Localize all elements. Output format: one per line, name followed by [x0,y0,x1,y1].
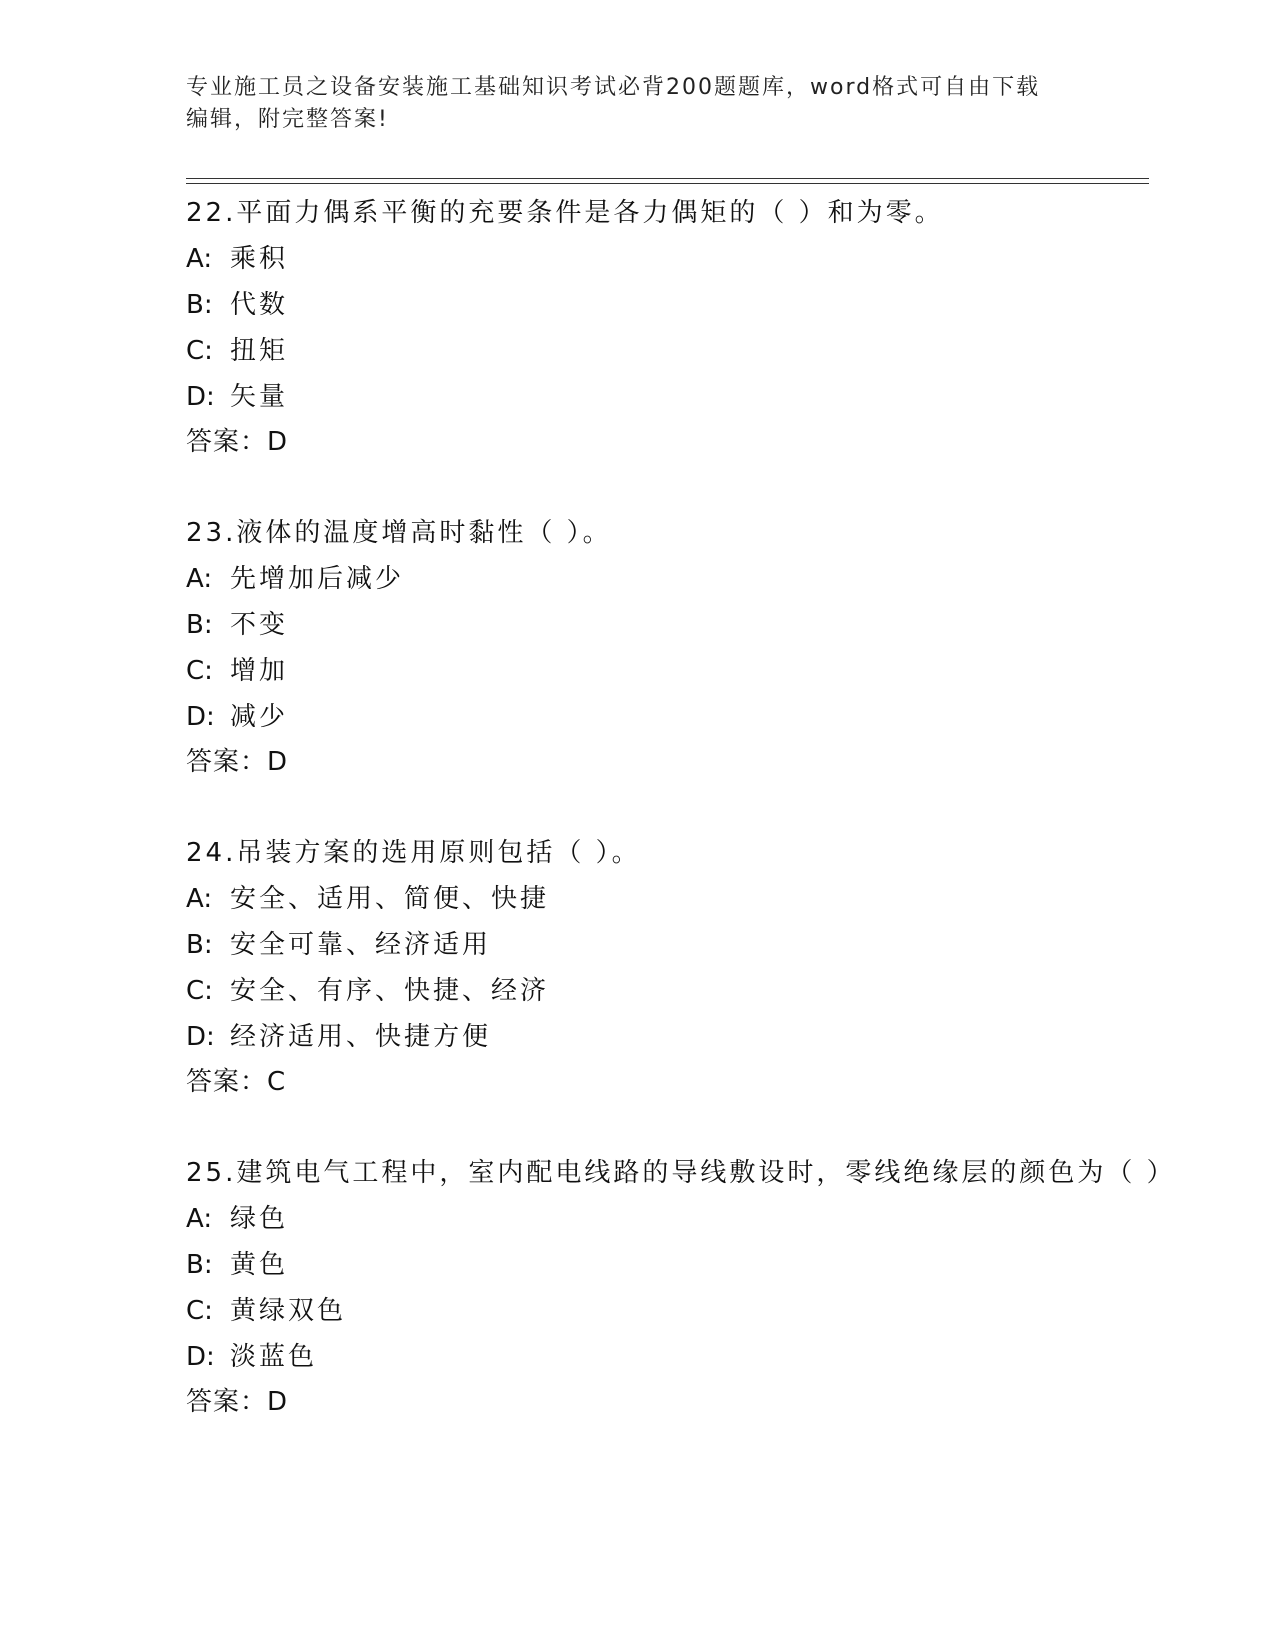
option-b [186,922,1186,968]
option-key: D: [186,1342,215,1372]
option-text: 代数 [230,290,289,320]
option-a [186,876,1186,922]
answer-line [186,740,1186,784]
option-c [186,328,1186,374]
answer-value: D [267,427,288,457]
option-key: C: [186,976,213,1006]
header-divider-top [186,178,1149,179]
question-list [186,188,1186,1468]
option-text: 乘积 [230,244,289,274]
option-d [186,694,1186,740]
option-text: 不变 [230,610,289,640]
answer-value: D [267,747,288,777]
option-text: 先增加后减少 [230,564,405,594]
option-text: 黄色 [230,1250,289,1280]
answer-label: 答案： [186,1067,268,1097]
header-line-2: 编辑，附完整答案! [186,107,389,132]
option-key: C: [186,1296,213,1326]
question-23 [186,508,1186,784]
option-text: 经济适用、快捷方便 [230,1022,492,1052]
answer-value: D [267,1387,288,1417]
question-stem: 22.平面力偶系平衡的充要条件是各力偶矩的（ ）和为零。 [186,198,944,228]
answer-line [186,420,1186,464]
option-key: B: [186,610,213,640]
document-header [186,72,1086,136]
option-key: A: [186,1204,213,1234]
question-24 [186,828,1186,1104]
option-key: B: [186,1250,213,1280]
option-text: 安全可靠、经济适用 [230,930,492,960]
option-text: 增加 [230,656,289,686]
answer-label: 答案： [186,427,268,457]
option-key: A: [186,244,213,274]
option-b [186,602,1186,648]
option-a [186,556,1186,602]
option-b [186,1242,1186,1288]
header-divider-bottom [186,183,1149,184]
option-key: D: [186,382,215,412]
option-key: D: [186,702,215,732]
answer-value: C [267,1067,286,1097]
option-key: C: [186,336,213,366]
option-text: 绿色 [230,1204,289,1234]
option-key: A: [186,564,213,594]
answer-label: 答案： [186,1387,268,1417]
question-stem: 24.吊装方案的选用原则包括（ ）。 [186,838,641,868]
option-text: 黄绿双色 [230,1296,347,1326]
option-text: 扭矩 [230,336,289,366]
option-a [186,1196,1186,1242]
option-d [186,374,1186,420]
question-25 [186,1148,1186,1424]
header-line-1: 专业施工员之设备安装施工基础知识考试必背200题题库，word格式可自由下载 [186,75,1041,100]
option-c [186,968,1186,1014]
answer-line [186,1380,1186,1424]
option-c [186,648,1186,694]
option-key: B: [186,290,213,320]
option-d [186,1334,1186,1380]
option-c [186,1288,1186,1334]
question-stem: 25.建筑电气工程中，室内配电线路的导线敷设时，零线绝缘层的颜色为（ ） [186,1158,1176,1188]
option-key: C: [186,656,213,686]
option-key: B: [186,930,213,960]
option-d [186,1014,1186,1060]
option-text: 安全、适用、简便、快捷 [230,884,550,914]
answer-line [186,1060,1186,1104]
option-text: 安全、有序、快捷、经济 [230,976,550,1006]
option-key: A: [186,884,213,914]
question-22 [186,188,1186,464]
option-key: D: [186,1022,215,1052]
option-text: 矢量 [230,382,289,412]
question-stem: 23.液体的温度增高时黏性（ ）。 [186,518,612,548]
option-text: 减少 [230,702,289,732]
option-b [186,282,1186,328]
option-a [186,236,1186,282]
answer-label: 答案： [186,747,268,777]
option-text: 淡蓝色 [230,1342,318,1372]
